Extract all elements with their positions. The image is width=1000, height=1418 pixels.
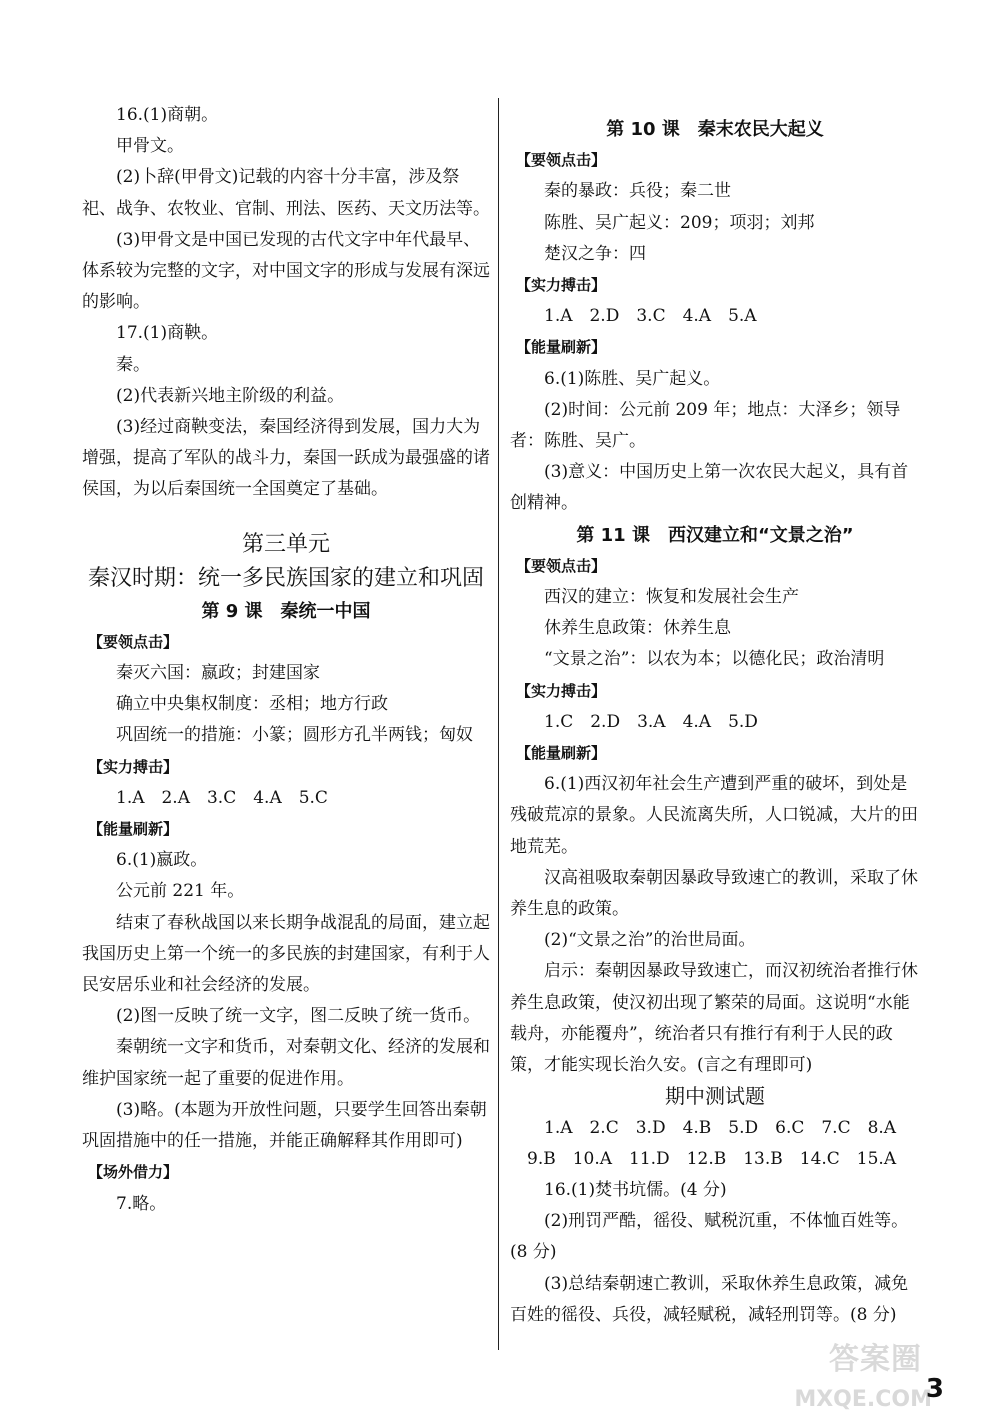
answer-line: 结束了春秋战国以来长期争战混乱的局面，建立起我国历史上第一个统一的多民族的封建国家，有利于人民安居乐业和社会经济的发展。 <box>82 912 490 996</box>
answer-line: (3)略。(本题为开放性问题，只要学生回答出秦朝巩固措施中的任一措施，并能正确解释其作用即可) <box>82 1099 487 1152</box>
section-heading: 【要领点击】 <box>516 556 607 575</box>
lesson-title: 第 11 课 西汉建立和“文景之治” <box>576 524 854 546</box>
unit-title: 第三单元 <box>241 531 330 557</box>
point-line: 秦灭六国：嬴政；封建国家 <box>116 663 320 684</box>
point-line: 陈胜、吴广起义：209；项羽；刘邦 <box>544 212 815 233</box>
answer-line: (3)意义：中国历史上第一次农民大起义，具有首创精神。 <box>510 462 909 514</box>
answer-line: 6.(1)嬴政。 <box>116 850 208 871</box>
answer-line: 7.略。 <box>116 1193 167 1214</box>
answers-line: 9.B 10.A 11.D 12.B 13.B 14.C 15.A <box>527 1148 897 1169</box>
answers-line: 1.A 2.C 3.D 4.B 5.D 6.C 7.C 8.A <box>544 1117 897 1138</box>
section-heading: 【要领点击】 <box>516 151 607 170</box>
section-heading: 【能量刷新】 <box>516 744 607 763</box>
point-line: 休养生息政策：休养生息 <box>544 618 731 639</box>
answer-line: (2)刑罚严酷，徭役、赋税沉重，不体恤百姓等。(8 分) <box>510 1211 909 1263</box>
unit-subtitle: 秦汉时期：统一多民族国家的建立和巩固 <box>87 565 484 591</box>
section-heading: 【场外借力】 <box>88 1163 179 1182</box>
answer-line: (2)图一反映了统一文字，图二反映了统一货币。 <box>116 1006 481 1027</box>
answers-line: 1.A 2.D 3.C 4.A 5.A <box>544 306 757 327</box>
point-line: “文景之治”：以农为本；以德化民；政治清明 <box>544 649 885 670</box>
point-line: 秦的暴政：兵役；秦二世 <box>544 181 731 202</box>
answer-line: 秦朝统一文字和货币，对秦朝文化、经济的发展和维护国家统一起了重要的促进作用。 <box>82 1037 490 1089</box>
section-heading: 【实力搏击】 <box>516 681 607 700</box>
answer-line: 甲骨文。 <box>116 136 184 157</box>
right-column <box>510 100 920 1331</box>
watermark-logo: 答案圈 <box>829 1342 922 1377</box>
answer-line: 17.(1)商鞅。 <box>116 323 219 344</box>
section-heading: 【要领点击】 <box>88 632 179 651</box>
watermark-url: MXQE.COM <box>794 1387 932 1412</box>
answer-line: 启示：秦朝因暴政导致速亡，而汉初统治者推行休养生息政策，使汉初出现了繁荣的局面。这说明“水能载舟，亦能覆舟”，统治者只有推行有利于人民的政策，才能实现长治久安。(言之有理即可) <box>510 961 918 1076</box>
answer-line: 秦。 <box>116 354 150 375</box>
answer-line: 6.(1)西汉初年社会生产遭到严重的破坏，到处是残破荒凉的景象。人民流离失所，人口锐减，大片的田地荒芜。 <box>510 774 918 857</box>
answer-line: 16.(1)焚书坑儒。(4 分) <box>544 1179 727 1200</box>
answer-line: (2)卜辞(甲骨文)记载的内容十分丰富，涉及祭祀、战争、农牧业、官制、刑法、医药、天文历法等。 <box>82 167 490 219</box>
section-heading: 【实力搏击】 <box>88 757 179 776</box>
point-line: 确立中央集权制度：丞相；地方行政 <box>116 694 388 715</box>
answer-line: (3)经过商鞅变法，秦国经济得到发展，国力大为增强，提高了军队的战斗力，秦国一跃成为最强盛的诸侯国，为以后秦国统一全国奠定了基础。 <box>82 417 490 500</box>
answer-line: (2)代表新兴地主阶级的利益。 <box>116 385 345 406</box>
point-line: 西汉的建立：恢复和发展社会生产 <box>544 587 799 608</box>
lesson-title: 第 9 课 秦统一中国 <box>201 600 371 622</box>
answers-line: 1.A 2.A 3.C 4.A 5.C <box>116 787 328 808</box>
page-number: 3 <box>925 1374 944 1404</box>
point-line: 巩固统一的措施：小篆；圆形方孔半两钱；匈奴 <box>116 725 473 746</box>
lesson-title: 第 10 课 秦末农民大起义 <box>606 119 824 140</box>
section-heading: 【能量刷新】 <box>88 820 179 839</box>
point-line: 楚汉之争：四 <box>544 243 646 264</box>
answer-line: 汉高祖吸取秦朝因暴政导致速亡的教训，采取了休养生息的政策。 <box>510 867 918 920</box>
answer-line: 16.(1)商朝。 <box>116 105 219 125</box>
answer-line: (2)“文景之治”的治世局面。 <box>544 930 756 951</box>
column-divider <box>498 98 499 1350</box>
section-heading: 【实力搏击】 <box>516 276 607 295</box>
answer-line: 公元前 221 年。 <box>116 881 245 902</box>
exam-title: 期中测试题 <box>665 1084 765 1109</box>
left-column <box>82 100 490 1220</box>
answer-line: 6.(1)陈胜、吴广起义。 <box>544 368 721 389</box>
answers-line: 1.C 2.D 3.A 4.A 5.D <box>544 711 758 732</box>
section-heading: 【能量刷新】 <box>516 338 607 357</box>
answer-line: (3)甲骨文是中国已发现的古代文字中年代最早、体系较为完整的文字，对中国文字的形成与发展有深远的影响。 <box>82 229 490 313</box>
answer-line: (2)时间：公元前 209 年；地点：大泽乡；领导者：陈胜、吴广。 <box>510 399 901 452</box>
answer-line: (3)总结秦朝速亡教训，采取休养生息政策，减免百姓的徭役、兵役，减轻赋税，减轻刑罚等。(8 分) <box>510 1273 909 1325</box>
